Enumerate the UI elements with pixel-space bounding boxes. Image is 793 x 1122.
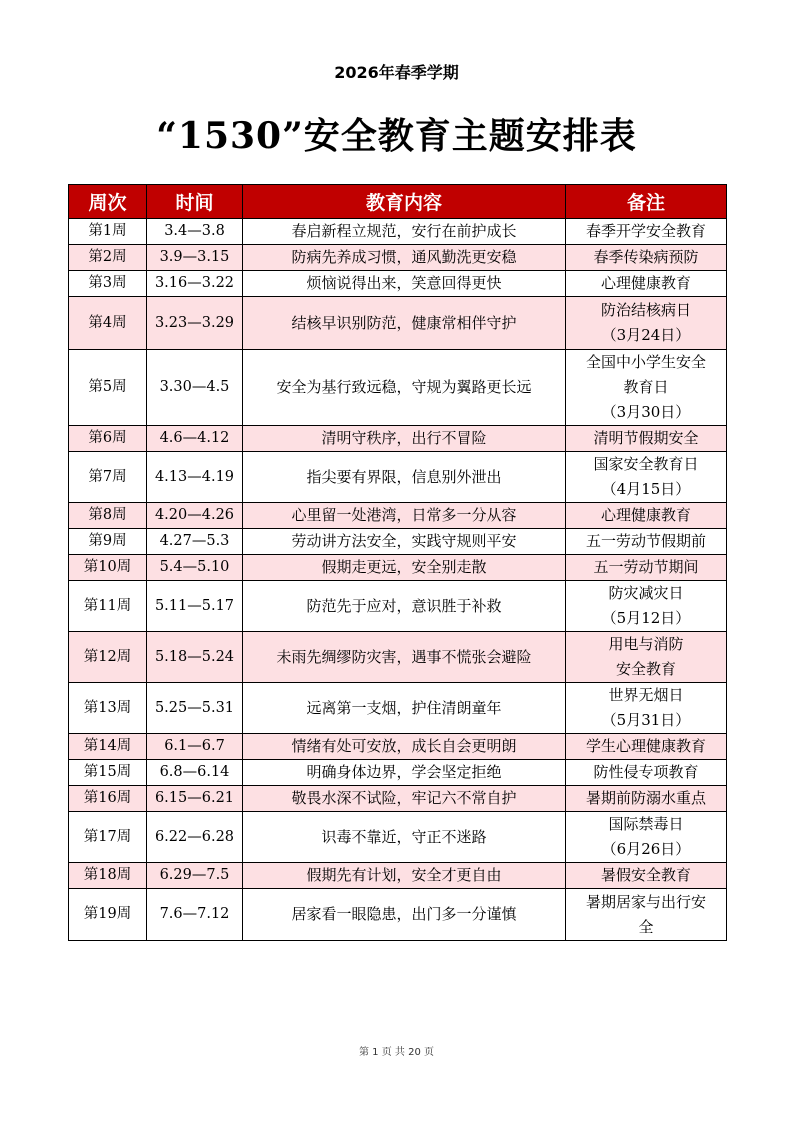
week-cell: 第12周 — [69, 632, 147, 683]
note-line: 心理健康教育 — [600, 506, 691, 524]
note-cell — [566, 812, 727, 863]
note-cell — [566, 889, 727, 941]
note-cell — [566, 581, 727, 632]
table-row — [69, 786, 727, 812]
time-cell: 6.29—7.5 — [147, 863, 243, 889]
note-cell — [566, 297, 727, 350]
table-row — [69, 683, 727, 734]
note-line: 清明节假期安全 — [593, 429, 699, 447]
week-cell: 第14周 — [69, 734, 147, 760]
note-cell — [566, 426, 727, 452]
content-cell: 敬畏水深不试险，牢记六不常自护 — [243, 786, 566, 812]
note-line: （3月30日） — [601, 403, 691, 421]
week-cell: 第17周 — [69, 812, 147, 863]
note-line: 安全教育 — [615, 660, 676, 678]
note-line: （5月12日） — [601, 609, 691, 627]
note-line: （3月24日） — [601, 326, 691, 344]
note-cell — [566, 760, 727, 786]
note-cell — [566, 734, 727, 760]
time-cell: 5.4—5.10 — [147, 555, 243, 581]
content-cell: 情绪有处可安放，成长自会更明朗 — [243, 734, 566, 760]
note-cell — [566, 863, 727, 889]
header-week: 周次 — [69, 185, 147, 219]
time-cell: 6.22—6.28 — [147, 812, 243, 863]
time-cell: 4.27—5.3 — [147, 529, 243, 555]
week-cell: 第8周 — [69, 503, 147, 529]
table-row — [69, 555, 727, 581]
note-cell — [566, 271, 727, 297]
note-line: 防灾减灾日 — [608, 584, 684, 602]
note-line: 春季传染病预防 — [593, 248, 699, 266]
time-cell: 6.15—6.21 — [147, 786, 243, 812]
note-line: 全 — [638, 917, 654, 936]
note-line: 世界无烟日 — [608, 686, 684, 704]
content-cell: 假期走更远，安全别走散 — [243, 555, 566, 581]
time-cell: 3.9—3.15 — [147, 245, 243, 271]
content-cell: 心里留一处港湾，日常多一分从容 — [243, 503, 566, 529]
table-row — [69, 734, 727, 760]
note-line: 教育日 — [623, 378, 669, 396]
note-line: 暑期前防溺水重点 — [585, 789, 706, 807]
header-content: 教育内容 — [243, 185, 566, 219]
note-line: 防性侵专项教育 — [593, 763, 699, 781]
note-line: 用电与消防 — [608, 635, 684, 653]
note-cell — [566, 632, 727, 683]
week-cell: 第5周 — [69, 350, 147, 426]
table-row — [69, 297, 727, 350]
week-cell: 第4周 — [69, 297, 147, 350]
note-line: 防治结核病日 — [600, 301, 691, 319]
table-row — [69, 350, 727, 426]
table-row — [69, 452, 727, 503]
table-row — [69, 426, 727, 452]
time-cell: 3.23—3.29 — [147, 297, 243, 350]
note-cell — [566, 529, 727, 555]
content-cell: 假期先有计划，安全才更自由 — [243, 863, 566, 889]
week-cell: 第6周 — [69, 426, 147, 452]
header-note: 备注 — [566, 185, 727, 219]
week-cell: 第10周 — [69, 555, 147, 581]
note-cell — [566, 219, 727, 245]
content-cell: 结核早识别防范，健康常相伴守护 — [243, 297, 566, 350]
content-cell: 劳动讲方法安全，实践守规则平安 — [243, 529, 566, 555]
table-body — [69, 219, 727, 941]
table-row — [69, 863, 727, 889]
week-cell: 第3周 — [69, 271, 147, 297]
note-cell — [566, 786, 727, 812]
note-cell — [566, 350, 727, 426]
table-row — [69, 245, 727, 271]
note-line: （5月31日） — [601, 711, 691, 729]
time-cell: 6.1—6.7 — [147, 734, 243, 760]
content-cell: 春启新程立规范，安行在前护成长 — [243, 219, 566, 245]
note-line: 国家安全教育日 — [593, 455, 699, 473]
note-line: 国际禁毒日 — [608, 815, 684, 833]
content-cell: 防范先于应对，意识胜于补救 — [243, 581, 566, 632]
time-cell: 3.30—4.5 — [147, 350, 243, 426]
content-cell: 明确身体边界，学会坚定拒绝 — [243, 760, 566, 786]
content-cell: 未雨先绸缪防灾害，遇事不慌张会避险 — [243, 632, 566, 683]
time-cell: 4.6—4.12 — [147, 426, 243, 452]
note-cell — [566, 683, 727, 734]
note-cell — [566, 245, 727, 271]
content-cell: 清明守秩序，出行不冒险 — [243, 426, 566, 452]
time-cell: 3.16—3.22 — [147, 271, 243, 297]
table-row — [69, 760, 727, 786]
note-line: 心理健康教育 — [600, 274, 691, 292]
note-cell — [566, 503, 727, 529]
time-cell: 4.20—4.26 — [147, 503, 243, 529]
week-cell: 第15周 — [69, 760, 147, 786]
note-line: 五一劳动节期间 — [593, 558, 699, 576]
table-row — [69, 889, 727, 941]
note-line: （4月15日） — [601, 480, 691, 498]
table-row — [69, 219, 727, 245]
time-cell: 5.11—5.17 — [147, 581, 243, 632]
note-line: 暑期居家与出行安 — [585, 892, 706, 911]
time-cell: 7.6—7.12 — [147, 889, 243, 941]
table-header-row — [69, 185, 727, 219]
content-cell: 远离第一支烟，护住清朗童年 — [243, 683, 566, 734]
time-cell: 5.18—5.24 — [147, 632, 243, 683]
note-line: 春季开学安全教育 — [585, 222, 706, 240]
page-number: 第 1 页 共 20 页 — [359, 1047, 434, 1058]
time-cell: 3.4—3.8 — [147, 219, 243, 245]
content-cell: 烦恼说得出来，笑意回得更快 — [243, 271, 566, 297]
week-cell: 第7周 — [69, 452, 147, 503]
note-cell — [566, 555, 727, 581]
note-line: （6月26日） — [601, 840, 691, 858]
week-cell: 第16周 — [69, 786, 147, 812]
table-row — [69, 581, 727, 632]
semester-subtitle: 2026年春季学期 — [334, 63, 459, 82]
table-row — [69, 529, 727, 555]
time-cell: 6.8—6.14 — [147, 760, 243, 786]
content-cell: 居家看一眼隐患，出门多一分谨慎 — [243, 889, 566, 941]
week-cell: 第2周 — [69, 245, 147, 271]
content-cell: 安全为基行致远稳，守规为翼路更长远 — [243, 350, 566, 426]
table-row — [69, 503, 727, 529]
week-cell: 第1周 — [69, 219, 147, 245]
time-cell: 5.25—5.31 — [147, 683, 243, 734]
week-cell: 第13周 — [69, 683, 147, 734]
time-cell: 4.13—4.19 — [147, 452, 243, 503]
week-cell: 第18周 — [69, 863, 147, 889]
note-cell — [566, 452, 727, 503]
header-time: 时间 — [147, 185, 243, 219]
content-cell: 识毒不靠近，守正不迷路 — [243, 812, 566, 863]
week-cell: 第9周 — [69, 529, 147, 555]
week-cell: 第11周 — [69, 581, 147, 632]
table-row — [69, 632, 727, 683]
note-line: 暑假安全教育 — [600, 866, 691, 884]
note-line: 学生心理健康教育 — [585, 737, 706, 755]
page-title: “1530”安全教育主题安排表 — [156, 115, 637, 157]
note-line: 五一劳动节假期前 — [585, 532, 706, 550]
content-cell: 防病先养成习惯，通风勤洗更安稳 — [243, 245, 566, 271]
content-cell: 指尖要有界限，信息别外泄出 — [243, 452, 566, 503]
table-row — [69, 271, 727, 297]
schedule-table — [68, 184, 727, 941]
week-cell: 第19周 — [69, 889, 147, 941]
table-row — [69, 812, 727, 863]
note-line: 全国中小学生安全 — [585, 353, 706, 371]
